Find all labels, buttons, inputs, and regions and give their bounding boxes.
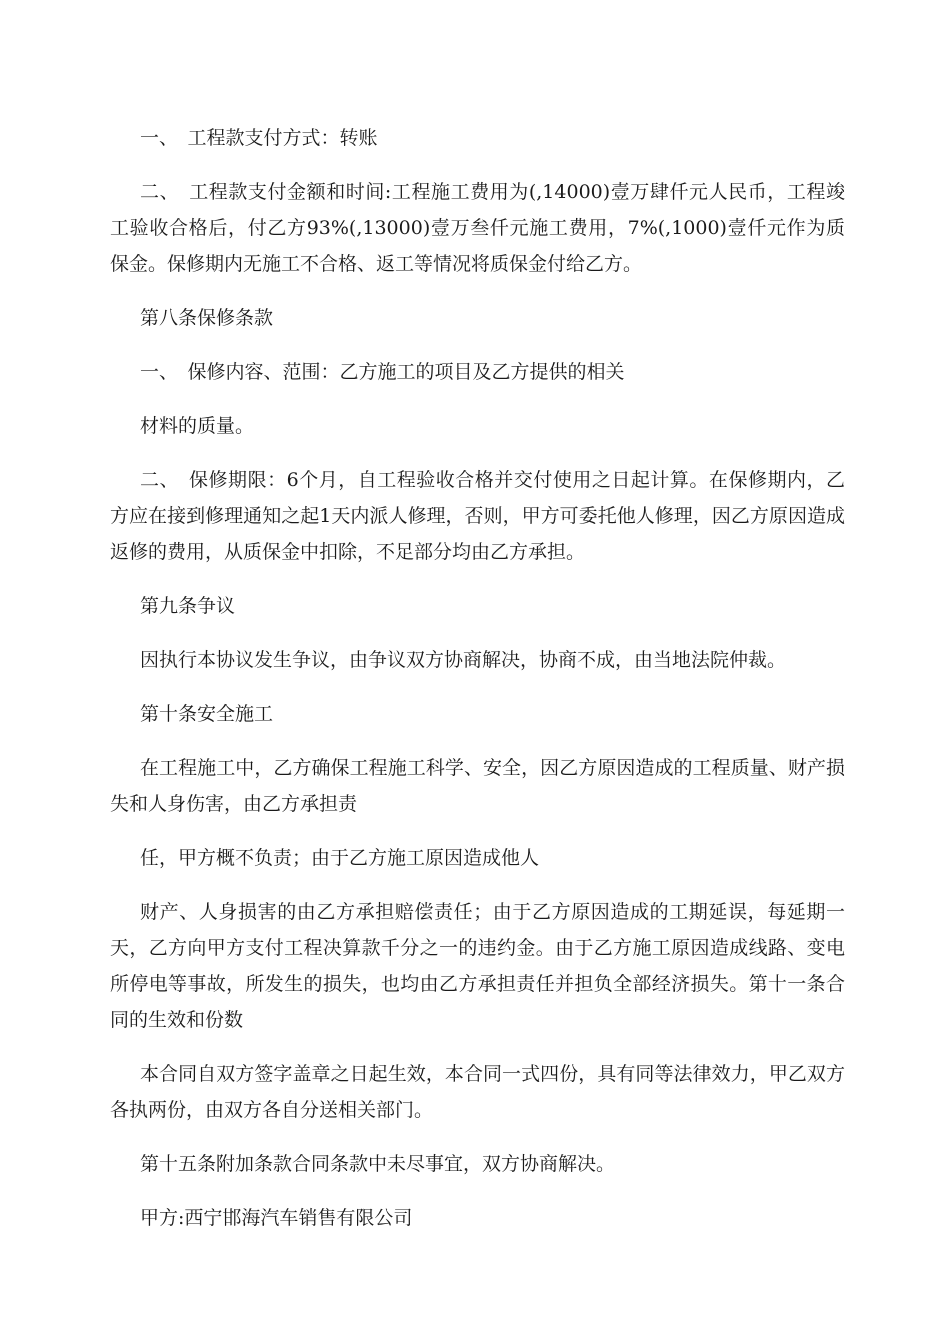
clause-safety-2: 任，甲方概不负责；由于乙方施工原因造成他人 xyxy=(140,847,540,869)
clause-safety-1: 在工程施工中，乙方确保工程施工科学、安全，因乙方原因造成的工程质量、财产损失和人身伤害，由乙方承担责 xyxy=(110,757,845,815)
clause-warranty-scope: 一、 保修内容、范围：乙方施工的项目及乙方提供的相关 xyxy=(140,361,625,383)
clause-payment-amount: 二、 工程款支付金额和时间:工程施工费用为(,14000)壹万肆仟元人民币，工程竣工验收合格后，付乙方93%(,13000)壹万叁仟元施工费用，7%(,1000)壹仟元作为质保金。保修期内无施工不合格、返工等情况将质保金付给乙方。 xyxy=(110,181,845,275)
document-body xyxy=(110,120,845,1254)
clause-effect-copies: 本合同自双方签字盖章之日起生效，本合同一式四份，具有同等法律效力，甲乙双方各执两份，由双方各自分送相关部门。 xyxy=(110,1063,845,1121)
clause-warranty-scope-cont: 材料的质量。 xyxy=(140,415,255,437)
article-8-heading: 第八条保修条款 xyxy=(140,307,274,329)
article-10-heading: 第十条安全施工 xyxy=(140,703,274,725)
clause-dispute: 因执行本协议发生争议，由争议双方协商解决，协商不成，由当地法院仲裁。 xyxy=(140,649,787,671)
clause-payment-method: 一、 工程款支付方式：转账 xyxy=(140,127,378,149)
clause-warranty-period: 二、 保修期限：6个月，自工程验收合格并交付使用之日起计算。在保修期内，乙方应在接到修理通知之起1天内派人修理，否则，甲方可委托他人修理，因乙方原因造成返修的费用，从质保金中扣除，不足部分均由乙方承担。 xyxy=(110,469,845,563)
article-9-heading: 第九条争议 xyxy=(140,595,236,617)
party-a-signature-line: 甲方:西宁邯海汽车销售有限公司 xyxy=(140,1207,413,1229)
clause-safety-3: 财产、人身损害的由乙方承担赔偿责任；由于乙方原因造成的工期延误，每延期一天，乙方向甲方支付工程决算款千分之一的违约金。由于乙方施工原因造成线路、变电所停电等事故，所发生的损失，也均由乙方承担责任并担负全部经济损失。第十一条合同的生效和份数 xyxy=(110,901,845,1031)
article-15-additional: 第十五条附加条款合同条款中未尽事宜，双方协商解决。 xyxy=(140,1153,616,1175)
